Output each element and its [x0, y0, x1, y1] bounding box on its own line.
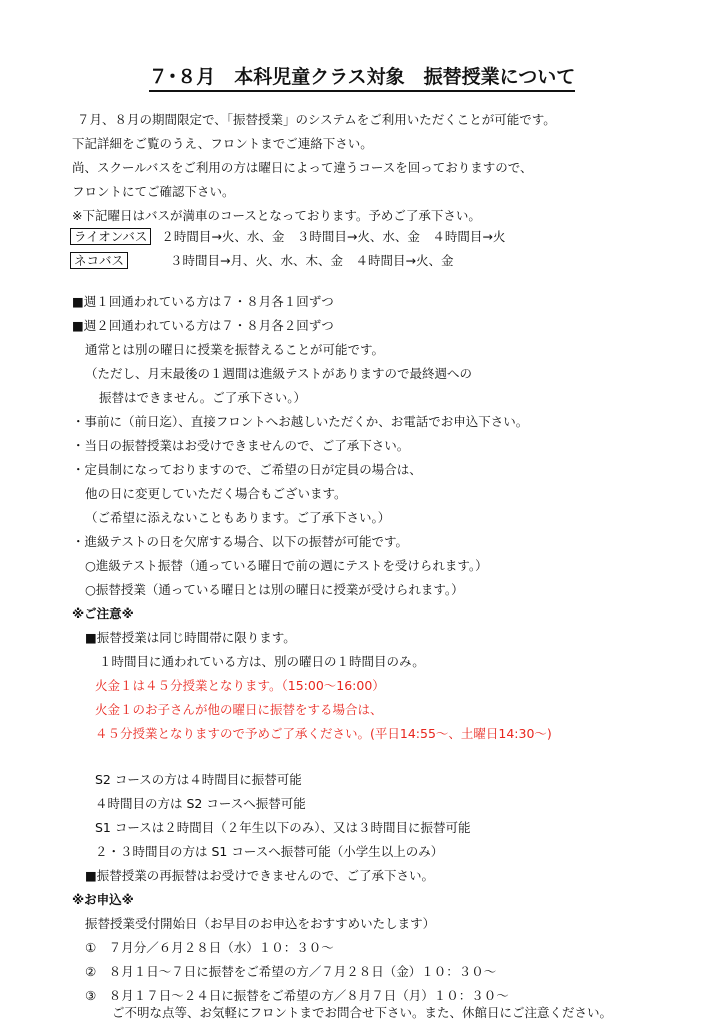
caution-course-line: S2 コースの方は４時間目に振替可能	[95, 772, 302, 787]
bus-row-neko	[70, 252, 453, 270]
bus-schedule-neko: ３時間目→月、火、水、木、金 ４時間目→火、金	[170, 253, 454, 268]
rule-line: ・当日の振替授業はお受けできませんので、ご了承下さい。	[72, 438, 410, 453]
apply-footer: ご不明な点等、お気軽にフロントまでお問合せ下さい。また、休館日にご注意ください。	[112, 1005, 613, 1020]
rule-line: 振替はできません。ご了承下さい。）	[99, 390, 307, 405]
page-title: ７･８月 本科児童クラス対象 振替授業について	[0, 64, 724, 90]
rule-line: ・事前に（前日迄）、直接フロントへお越しいただくか、お電話でお申込下さい。	[72, 414, 529, 429]
apply-item: ③ ８月１７日～２４日に振替をご希望の方／８月７日（月）１０：３０～	[85, 988, 509, 1003]
rule-line: ■週２回通われている方は７・８月各２回ずつ	[72, 318, 334, 333]
intro-line-3: 尚、スクールバスをご利用の方は曜日によって違うコースを回っておりますので、	[72, 160, 533, 175]
caution-red-line: 火金１のお子さんが他の曜日に振替をする場合は、	[95, 702, 383, 717]
bus-row-lion	[70, 228, 505, 246]
bus-schedule-lion: ２時間目→火、水、金 ３時間目→火、水、金 ４時間目→火	[161, 229, 506, 244]
bus-name-lion: ライオンバス	[70, 228, 151, 245]
caution-course-line: S1 コースは２時間目（２年生以下のみ）、又は３時間目に振替可能	[95, 820, 471, 835]
apply-item: ② ８月１日～７日に振替をご希望の方／７月２８日（金）１０：３０～	[85, 964, 497, 979]
intro-line-1: ７月、８月の期間限定で、「振替授業」のシステムをご利用いただくことが可能です。	[77, 112, 556, 127]
caution-line: ■振替授業は同じ時間帯に限ります。	[85, 630, 296, 645]
caution-course-line: ２・３時間目の方は S1 コースへ振替可能（小学生以上のみ）	[95, 844, 444, 859]
caution-red-line: ４５分授業となりますので予めご了承ください。(平日14:55～、土曜日14:30～)	[95, 726, 552, 741]
rule-line: ○振替授業（通っている曜日とは別の曜日に授業が受けられます。）	[85, 582, 464, 597]
rule-line: （ご希望に添えないこともあります。ご了承下さい。）	[85, 510, 391, 525]
rule-line: （ただし、月末最後の１週間は進級テストがありますので最終週への	[85, 366, 473, 381]
rule-line: 通常とは別の曜日に授業を振替えることが可能です。	[85, 342, 385, 357]
bus-name-neko: ネコバス	[70, 252, 128, 269]
apply-intro: 振替授業受付開始日（お早目のお申込をおすすめいたします）	[85, 916, 436, 931]
caution-line: ■振替授業の再振替はお受けできませんので、ご了承下さい。	[85, 868, 435, 883]
rule-line: 他の日に変更していただく場合もございます。	[85, 486, 347, 501]
intro-line-5: ※下記曜日はバスが満車のコースとなっております。予めご了承下さい。	[72, 208, 481, 223]
rule-line: ・定員制になっておりますので、ご希望の日が定員の場合は、	[72, 462, 422, 477]
apply-heading: ※お申込※	[72, 892, 134, 907]
caution-course-line: ４時間目の方は S2 コースへ振替可能	[95, 796, 306, 811]
intro-line-2: 下記詳細をご覧のうえ、フロントまでご連絡下さい。	[72, 136, 373, 151]
rule-line: ・進級テストの日を欠席する場合、以下の振替が可能です。	[72, 534, 409, 549]
intro-line-4: フロントにてご確認下さい。	[72, 184, 235, 199]
rule-line: ■週１回通われている方は７・８月各１回ずつ	[72, 294, 334, 309]
caution-line: １時間目に通われている方は、別の曜日の１時間目のみ。	[99, 654, 425, 669]
caution-heading: ※ご注意※	[72, 606, 134, 621]
apply-item: ① ７月分／６月２８日（水）１０：３０～	[85, 940, 334, 955]
caution-red-line: 火金１は４５分授業となります。（15:00～16:00）	[95, 678, 385, 693]
rule-line: ○進級テスト振替（通っている曜日で前の週にテストを受けられます。）	[85, 558, 488, 573]
